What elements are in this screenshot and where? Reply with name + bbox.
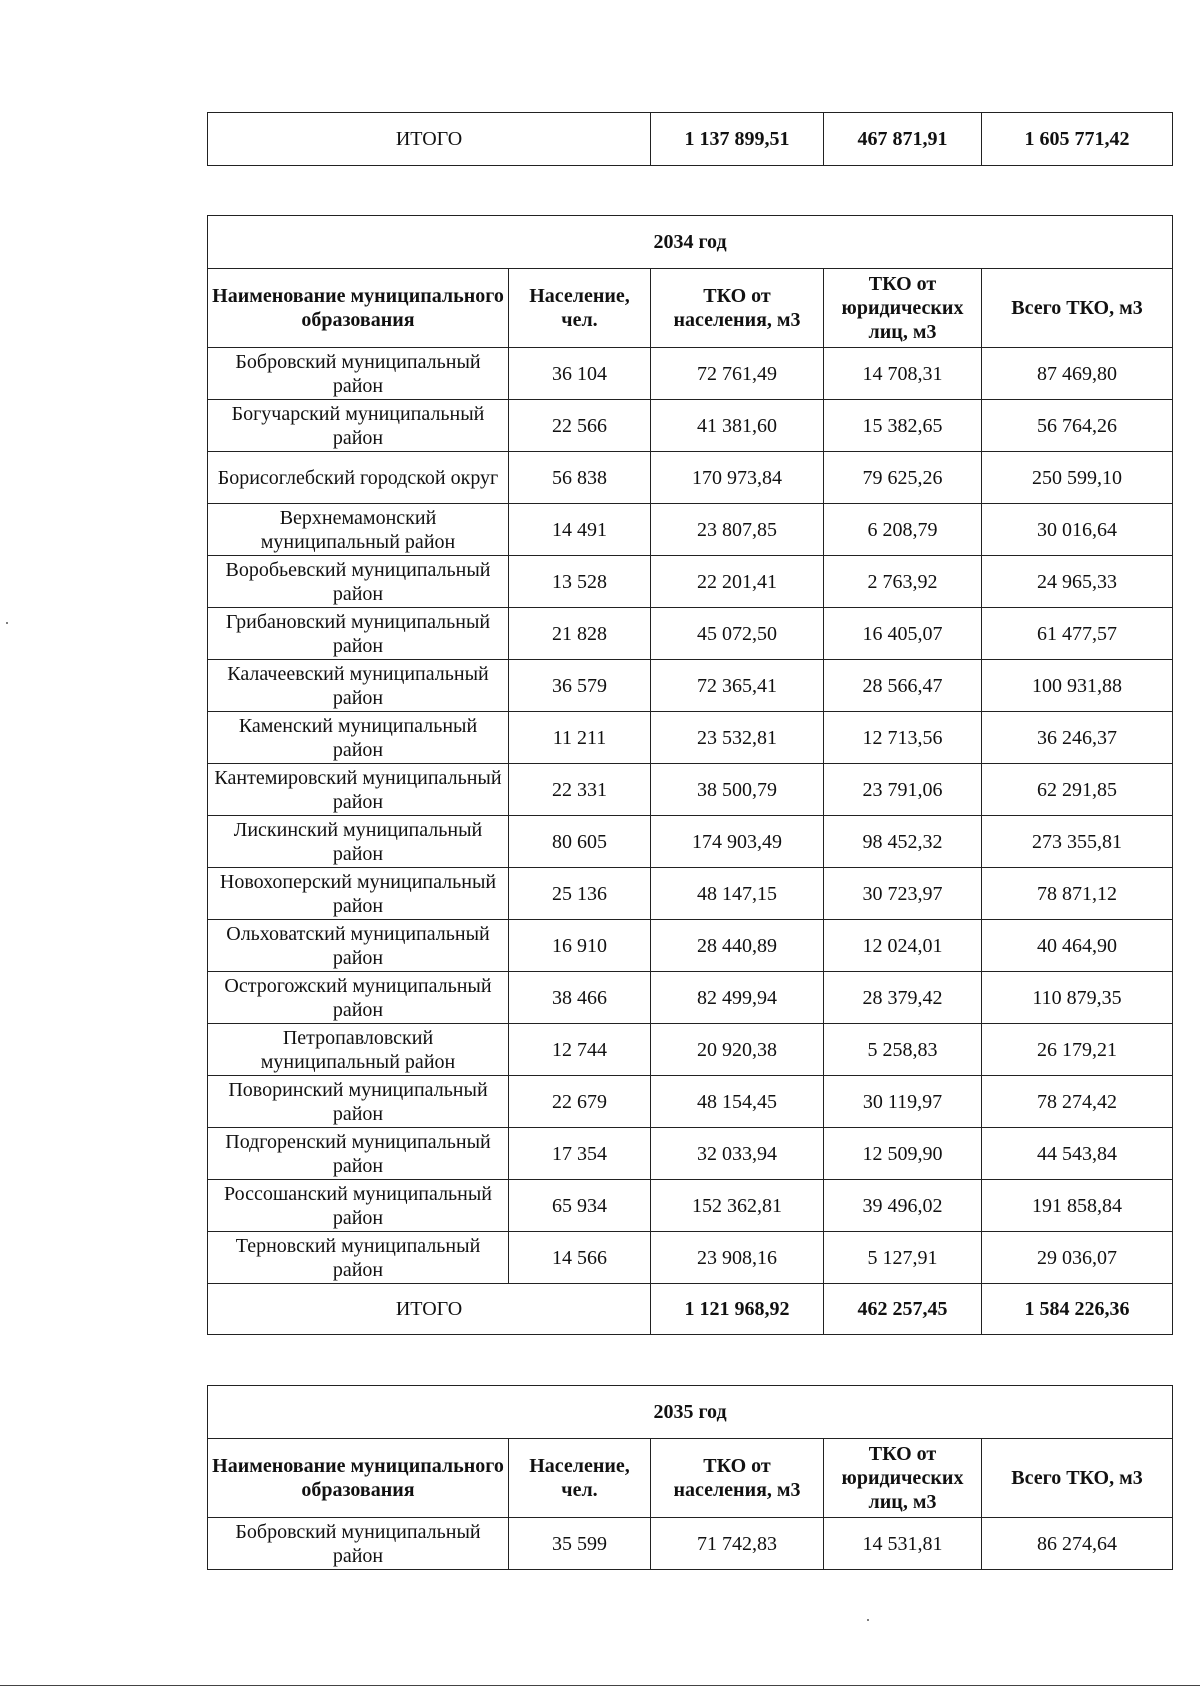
table-row (208, 1128, 1173, 1180)
cell-from-legal: 23 791,06 (824, 764, 982, 816)
table-row (208, 1076, 1173, 1128)
previous-total-table (207, 112, 1173, 166)
cell-from-legal: 98 452,32 (824, 816, 982, 868)
cell-from-legal: 5 258,83 (824, 1024, 982, 1076)
total-from-population: 1 137 899,51 (651, 113, 824, 166)
cell-from-population: 72 365,41 (651, 660, 824, 712)
cell-total: 24 965,33 (982, 556, 1173, 608)
header-from-legal: ТКО от юридических лиц, м3 (824, 1439, 982, 1518)
cell-total: 78 274,42 (982, 1076, 1173, 1128)
cell-total: 61 477,57 (982, 608, 1173, 660)
table-row (208, 608, 1173, 660)
cell-from-legal: 12 509,90 (824, 1128, 982, 1180)
cell-name: Острогожский муниципальный район (208, 972, 509, 1024)
table-row (208, 1518, 1173, 1570)
rows-2034 (208, 348, 1173, 1284)
total-from-legal: 467 871,91 (824, 113, 982, 166)
table-row (208, 504, 1173, 556)
cell-total: 56 764,26 (982, 400, 1173, 452)
table-row (208, 972, 1173, 1024)
cell-population: 21 828 (509, 608, 651, 660)
cell-population: 65 934 (509, 1180, 651, 1232)
rows-2035 (208, 1518, 1173, 1570)
cell-from-legal: 28 566,47 (824, 660, 982, 712)
cell-from-population: 45 072,50 (651, 608, 824, 660)
cell-name: Богучарский муниципальный район (208, 400, 509, 452)
table-row (208, 868, 1173, 920)
cell-population: 13 528 (509, 556, 651, 608)
cell-population: 22 679 (509, 1076, 651, 1128)
cell-name: Поворинский муниципальный район (208, 1076, 509, 1128)
cell-name: Бобровский муниципальный район (208, 1518, 509, 1570)
cell-from-population: 170 973,84 (651, 452, 824, 504)
total-row (208, 1284, 1173, 1335)
cell-from-legal: 39 496,02 (824, 1180, 982, 1232)
cell-name: Терновский муниципальный район (208, 1232, 509, 1284)
table-2034 (207, 215, 1173, 1335)
table-row (208, 452, 1173, 504)
cell-from-legal: 30 119,97 (824, 1076, 982, 1128)
table-2035 (207, 1385, 1173, 1570)
total-from-legal: 462 257,45 (824, 1284, 982, 1335)
cell-name: Кантемировский муниципальный район (208, 764, 509, 816)
table-row (208, 1180, 1173, 1232)
cell-name: Подгоренский муниципальный район (208, 1128, 509, 1180)
cell-population: 22 566 (509, 400, 651, 452)
cell-population: 25 136 (509, 868, 651, 920)
cell-from-legal: 79 625,26 (824, 452, 982, 504)
scan-speck (867, 1619, 869, 1621)
cell-name: Верхнемамонский муниципальный район (208, 504, 509, 556)
table-row (208, 348, 1173, 400)
total-row (208, 113, 1173, 166)
table-row (208, 400, 1173, 452)
header-from-population: ТКО от населения, м3 (651, 269, 824, 348)
header-name: Наименование муниципального образования (208, 269, 509, 348)
header-from-legal: ТКО от юридических лиц, м3 (824, 269, 982, 348)
cell-population: 80 605 (509, 816, 651, 868)
page-bottom-rule (0, 1685, 1200, 1686)
table-row (208, 920, 1173, 972)
table-row (208, 1232, 1173, 1284)
total-label: ИТОГО (208, 1284, 651, 1335)
cell-name: Грибановский муниципальный район (208, 608, 509, 660)
cell-total: 78 871,12 (982, 868, 1173, 920)
cell-total: 36 246,37 (982, 712, 1173, 764)
cell-from-population: 28 440,89 (651, 920, 824, 972)
cell-name: Бобровский муниципальный район (208, 348, 509, 400)
cell-name: Каменский муниципальный район (208, 712, 509, 764)
cell-from-population: 174 903,49 (651, 816, 824, 868)
cell-from-population: 152 362,81 (651, 1180, 824, 1232)
cell-from-legal: 12 024,01 (824, 920, 982, 972)
cell-total: 40 464,90 (982, 920, 1173, 972)
cell-from-population: 48 147,15 (651, 868, 824, 920)
cell-from-population: 38 500,79 (651, 764, 824, 816)
cell-from-population: 72 761,49 (651, 348, 824, 400)
cell-from-legal: 30 723,97 (824, 868, 982, 920)
total-all: 1 605 771,42 (982, 113, 1173, 166)
cell-total: 44 543,84 (982, 1128, 1173, 1180)
cell-population: 36 579 (509, 660, 651, 712)
cell-total: 62 291,85 (982, 764, 1173, 816)
table-row (208, 764, 1173, 816)
cell-from-population: 23 908,16 (651, 1232, 824, 1284)
cell-total: 30 016,64 (982, 504, 1173, 556)
cell-population: 56 838 (509, 452, 651, 504)
cell-name: Воробьевский муниципальный район (208, 556, 509, 608)
year-title: 2034 год (208, 216, 1173, 269)
header-total: Всего ТКО, м3 (982, 1439, 1173, 1518)
cell-from-legal: 14 531,81 (824, 1518, 982, 1570)
cell-from-legal: 14 708,31 (824, 348, 982, 400)
cell-name: Ольховатский муниципальный район (208, 920, 509, 972)
cell-total: 86 274,64 (982, 1518, 1173, 1570)
header-row (208, 1439, 1173, 1518)
cell-name: Лискинский муниципальный район (208, 816, 509, 868)
cell-total: 191 858,84 (982, 1180, 1173, 1232)
cell-population: 16 910 (509, 920, 651, 972)
cell-population: 17 354 (509, 1128, 651, 1180)
table-row (208, 816, 1173, 868)
cell-from-population: 23 532,81 (651, 712, 824, 764)
header-row (208, 269, 1173, 348)
cell-total: 29 036,07 (982, 1232, 1173, 1284)
cell-population: 11 211 (509, 712, 651, 764)
cell-from-population: 32 033,94 (651, 1128, 824, 1180)
cell-from-population: 41 381,60 (651, 400, 824, 452)
header-population: Население, чел. (509, 269, 651, 348)
table-row (208, 1024, 1173, 1076)
total-label: ИТОГО (208, 113, 651, 166)
cell-total: 26 179,21 (982, 1024, 1173, 1076)
cell-population: 36 104 (509, 348, 651, 400)
cell-from-population: 82 499,94 (651, 972, 824, 1024)
cell-total: 87 469,80 (982, 348, 1173, 400)
scan-speck (6, 622, 8, 624)
year-title: 2035 год (208, 1386, 1173, 1439)
cell-from-population: 23 807,85 (651, 504, 824, 556)
cell-population: 22 331 (509, 764, 651, 816)
total-all: 1 584 226,36 (982, 1284, 1173, 1335)
cell-total: 273 355,81 (982, 816, 1173, 868)
cell-from-legal: 2 763,92 (824, 556, 982, 608)
cell-population: 14 566 (509, 1232, 651, 1284)
cell-population: 12 744 (509, 1024, 651, 1076)
cell-name: Петропавловский муниципальный район (208, 1024, 509, 1076)
cell-total: 110 879,35 (982, 972, 1173, 1024)
header-total: Всего ТКО, м3 (982, 269, 1173, 348)
cell-from-legal: 15 382,65 (824, 400, 982, 452)
cell-name: Россошанский муниципальный район (208, 1180, 509, 1232)
cell-from-population: 20 920,38 (651, 1024, 824, 1076)
header-population: Население, чел. (509, 1439, 651, 1518)
cell-population: 35 599 (509, 1518, 651, 1570)
cell-total: 250 599,10 (982, 452, 1173, 504)
table-row (208, 556, 1173, 608)
cell-from-legal: 5 127,91 (824, 1232, 982, 1284)
header-name: Наименование муниципального образования (208, 1439, 509, 1518)
cell-population: 14 491 (509, 504, 651, 556)
table-row (208, 660, 1173, 712)
cell-from-legal: 12 713,56 (824, 712, 982, 764)
cell-name: Новохоперский муниципальный район (208, 868, 509, 920)
year-row (208, 1386, 1173, 1439)
cell-from-population: 71 742,83 (651, 1518, 824, 1570)
cell-from-population: 22 201,41 (651, 556, 824, 608)
cell-name: Калачеевский муниципальный район (208, 660, 509, 712)
cell-from-legal: 28 379,42 (824, 972, 982, 1024)
total-from-population: 1 121 968,92 (651, 1284, 824, 1335)
table-row (208, 712, 1173, 764)
cell-total: 100 931,88 (982, 660, 1173, 712)
year-row (208, 216, 1173, 269)
header-from-population: ТКО от населения, м3 (651, 1439, 824, 1518)
cell-population: 38 466 (509, 972, 651, 1024)
cell-from-legal: 16 405,07 (824, 608, 982, 660)
cell-from-population: 48 154,45 (651, 1076, 824, 1128)
cell-from-legal: 6 208,79 (824, 504, 982, 556)
cell-name: Борисоглебский городской округ (208, 452, 509, 504)
